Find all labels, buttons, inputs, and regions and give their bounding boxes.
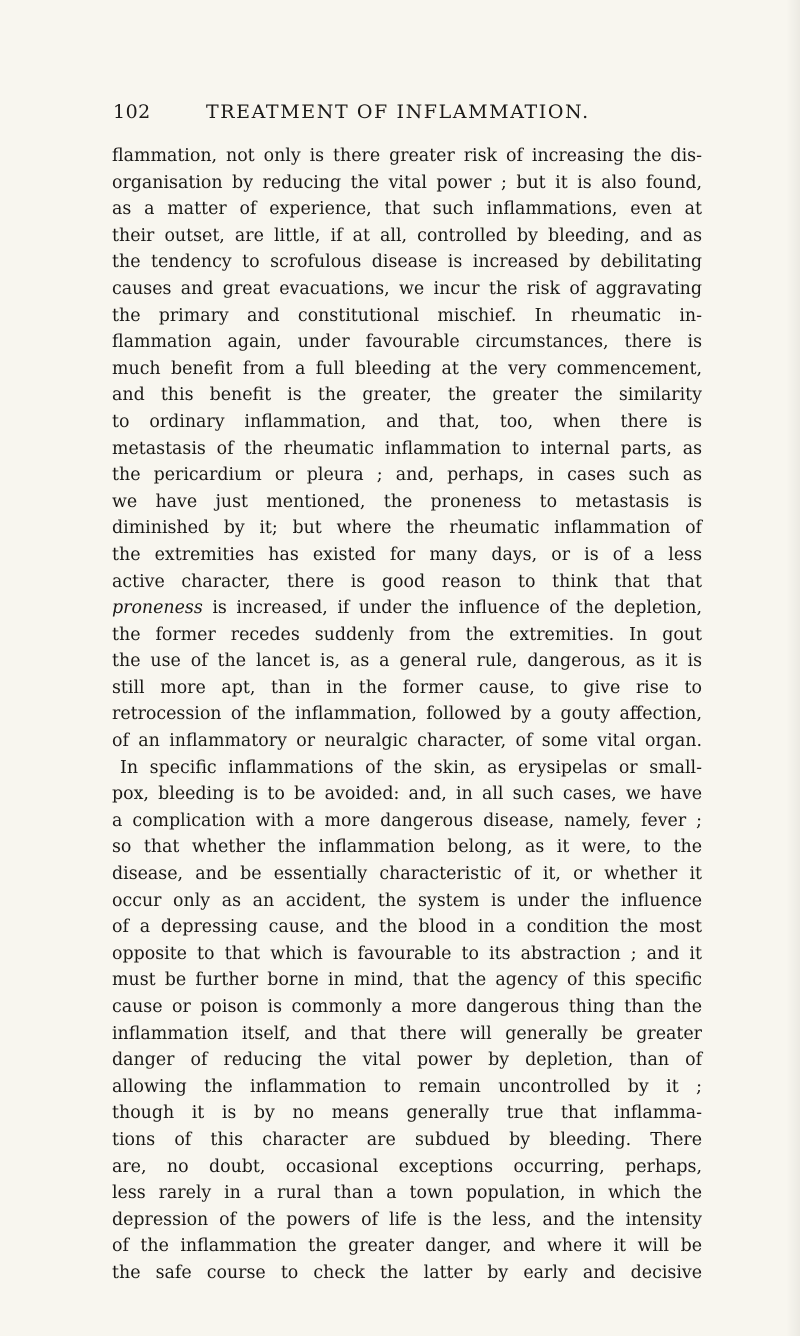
text-line: disease, and be essentially characteristic of it, or whether it [112,864,702,885]
text-line: In specific inflammations of the skin, as erysipelas or small- [120,757,702,778]
text-line: flammation, not only is there greater risk of increasing the dis- [112,146,702,166]
text-line: the primary and constitutional mischief. In rheumatic in- [112,305,702,326]
page-number: 102 [113,101,151,123]
page-edge-shadow [786,0,800,1336]
text-line: opposite to that which is favourable to its abstraction ; and it [112,943,702,964]
text-line: still more apt, than in the former cause, to give rise to [112,677,702,698]
text-line: less rarely in a rural than a town population, in which the [112,1183,702,1204]
text-line-with-italic [112,595,702,622]
text-line: the former recedes suddenly from the extremities. In gout [112,624,702,645]
body-text [112,143,702,1287]
text-line: much benefit from a full bleeding at the very commencement, [112,358,702,379]
text-line: the safe course to check the latter by early and decisive [112,1262,702,1283]
text-line: of a depressing cause, and the blood in a condition the most [112,917,702,938]
running-title: TREATMENT OF INFLAMMATION. [206,101,590,123]
text-line: active character, there is good reason to think that that [112,571,702,592]
text-line: depression of the powers of life is the less, and the intensity [112,1209,702,1230]
text-line: metastasis of the rheumatic inflammation to internal parts, as [112,438,702,459]
text-line: tions of this character are subdued by bleeding. There [112,1129,702,1150]
text-line: the pericardium or pleura ; and, perhaps, in cases such as [112,465,702,486]
text-line: cause or poison is commonly a more dangerous thing than the [112,997,702,1017]
text-line: of an inflammatory or neuralgic character, of some vital organ. [112,731,702,752]
text-line: to ordinary inflammation, and that, too, when there is [112,411,702,432]
text-line: retrocession of the inflammation, followed by a gouty affection, [112,704,702,725]
text-line-rest: is increased, if under the influence of the depletion, [212,598,703,619]
text-line: are, no doubt, occasional exceptions occurring, perhaps, [112,1156,702,1177]
text-line: causes and great evacuations, we incur the risk of aggravating [112,278,702,299]
text-line: of the inflammation the greater danger, and where it will be [112,1236,702,1257]
text-line: a complication with a more dangerous disease, namely, fever ; [112,810,702,831]
text-line: and this benefit is the greater, the greater the similarity [112,385,702,406]
text-line: organisation by reducing the vital power ; but it is also found, [112,172,702,193]
text-line: pox, bleeding is to be avoided: and, in all such cases, we have [112,784,702,805]
text-line: danger of reducing the vital power by depletion, than of [112,1050,702,1071]
text-line: we have just mentioned, the proneness to metastasis is [112,491,702,512]
text-line: allowing the inflammation to remain uncontrolled by it ; [112,1076,702,1097]
page-header [113,101,713,131]
text-line: so that whether the inflammation belong, as it were, to the [112,837,702,858]
text-line: their outset, are little, if at all, controlled by bleeding, and as [112,225,702,246]
text-line: the use of the lancet is, as a general rule, dangerous, as it is [112,651,702,672]
text-line: though it is by no means generally true that inflamma- [112,1103,702,1124]
italic-word: proneness [112,598,203,619]
text-line: occur only as an accident, the system is under the influence [112,890,702,911]
text-line: the extremities has existed for many days, or is of a less [112,544,702,565]
text-line: as a matter of experience, that such inflammations, even at [112,199,702,220]
text-line: diminished by it; but where the rheumatic inflammation of [112,518,702,539]
text-line: flammation again, under favourable circumstances, there is [112,332,702,353]
text-line: inflammation itself, and that there will generally be greater [112,1023,702,1044]
text-line: must be further borne in mind, that the agency of this specific [112,970,702,991]
text-line: the tendency to scrofulous disease is increased by debilitating [112,252,702,273]
